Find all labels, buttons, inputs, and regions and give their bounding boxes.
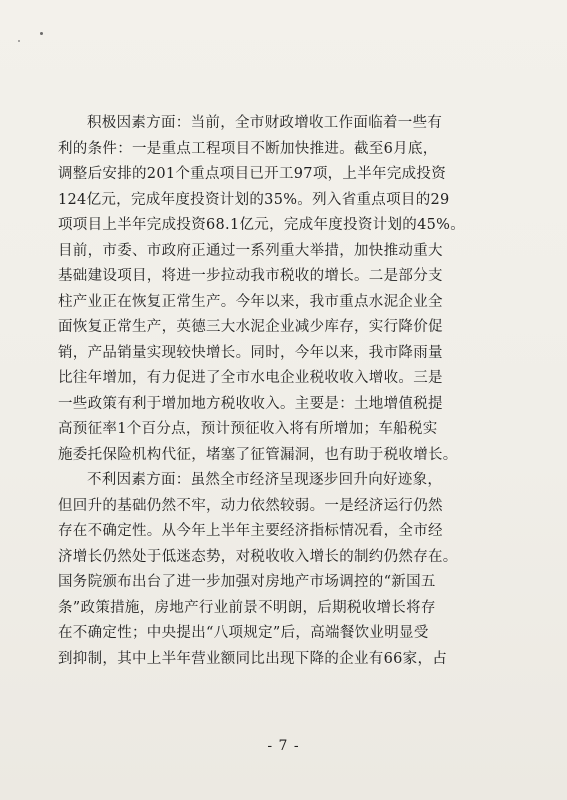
scan-speck	[40, 32, 43, 35]
text-line: 存在不确定性。从今年上半年主要经济指标情况看，全市经	[58, 523, 443, 539]
text-line: 柱产业正在恢复正常生产。今年以来，我市重点水泥企业全	[58, 293, 443, 310]
text-line: 济增长仍然处于低迷态势，对税收收入增长的制约仍然存在。	[58, 548, 458, 565]
text-line: 高预征率1个百分点，预计预征收入将有所增加；车船税实	[58, 421, 438, 437]
text-line: 销，产品销量实现较快增长。同时，今年以来，我市降雨量	[58, 344, 443, 361]
text-line: 比往年增加，有力促进了全市水电企业税收收入增收。三是	[58, 370, 443, 386]
text-line: 但回升的基础仍然不牢，动力依然较弱。一是经济运行仍然	[58, 497, 443, 514]
text-line: 调整后安排的201个重点项目已开工97项，上半年完成投资	[58, 166, 447, 182]
text-line: 目前，市委、市政府正通过一系列重大举措，加快推动重大	[58, 242, 443, 259]
document-body	[58, 111, 510, 672]
text-line: 积极因素方面：当前，全市财政增收工作面临着一些有	[87, 115, 443, 131]
text-line: 施委托保险机构代征，堵塞了征管漏洞，也有助于税收增长。	[58, 446, 458, 463]
page-number: - 7 -	[267, 738, 300, 754]
text-line: 国务院颁布出台了进一步加强对房地产市场调控的“新国五	[58, 574, 436, 590]
paragraph-positive-factors	[58, 111, 510, 468]
scan-speck	[18, 40, 20, 42]
text-line: 项项目上半年完成投资68.1亿元，完成年度投资计划的45%。	[58, 217, 466, 233]
paragraph-negative-factors	[58, 468, 510, 672]
text-line: 124亿元，完成年度投资计划的35%。列入省重点项目的29	[58, 191, 450, 208]
text-line: 在不确定性；中央提出“八项规定”后，高端餐饮业明显受	[58, 625, 429, 641]
text-line: 到抑制，其中上半年营业额同比出现下降的企业有66家，占	[58, 650, 448, 667]
text-line: 基础建设项目，将进一步拉动我市税收的增长。二是部分支	[58, 268, 443, 284]
text-line: 面恢复正常生产，英德三大水泥企业减少库存，实行降价促	[58, 319, 443, 335]
text-line: 不利因素方面：虽然全市经济呈现逐步回升向好迹象，	[87, 472, 443, 488]
text-line: 条”政策措施，房地产行业前景不明朗，后期税收增长将存	[58, 599, 436, 616]
text-line: 一些政策有利于增加地方税收收入。主要是：土地增值税提	[58, 395, 443, 412]
text-line: 利的条件：一是重点工程项目不断加快推进。截至6月底，	[58, 140, 438, 157]
